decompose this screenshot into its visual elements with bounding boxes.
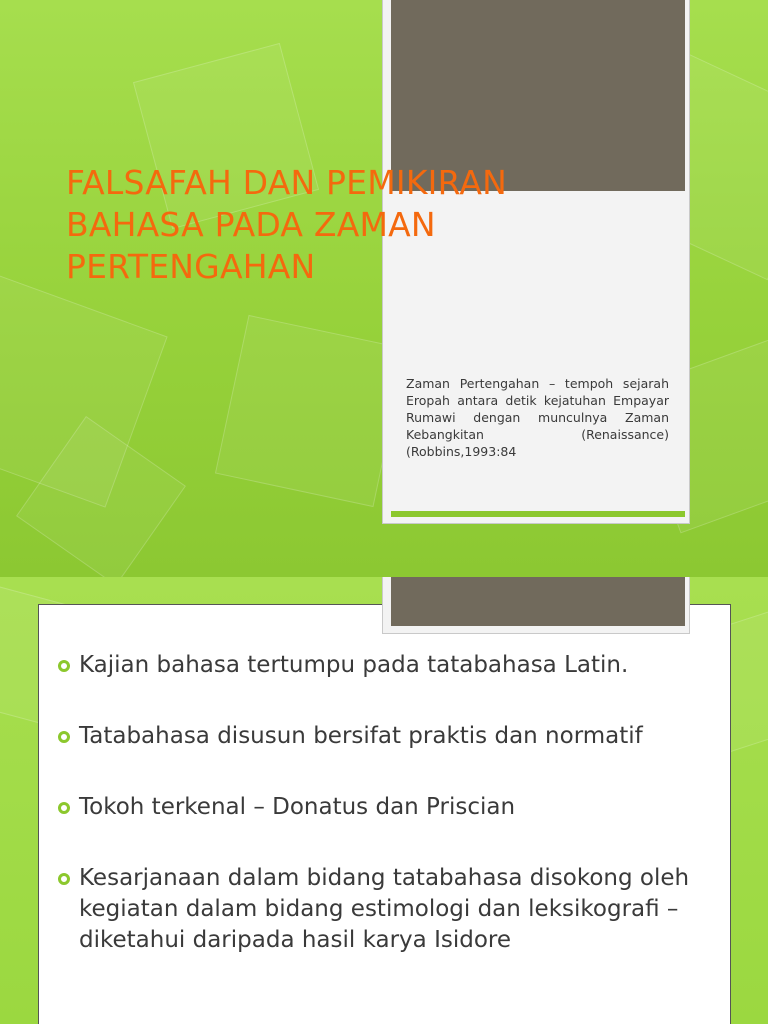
list-item bbox=[58, 792, 728, 823]
background-decoration bbox=[215, 315, 407, 507]
ring-bullet-icon bbox=[58, 873, 70, 885]
ring-bullet-icon bbox=[58, 802, 70, 814]
bullet-list bbox=[58, 650, 728, 956]
list-item bbox=[58, 721, 728, 752]
bullet-text: Kesarjanaan dalam bidang tatabahasa disokong oleh kegiatan dalam bidang estimologi dan leksikografi –diketahui daripada hasil karya Isidore bbox=[79, 865, 690, 953]
slide-title: FALSAFAH DAN PEMIKIRAN BAHASA PADA ZAMAN PERTENGAHAN bbox=[66, 163, 508, 286]
ring-bullet-icon bbox=[58, 660, 70, 672]
accent-bar bbox=[391, 511, 685, 517]
list-item bbox=[58, 863, 728, 956]
content-slide bbox=[0, 577, 768, 1024]
ring-bullet-icon bbox=[58, 731, 70, 743]
list-item bbox=[58, 650, 728, 681]
bullet-text: Tokoh terkenal – Donatus dan Priscian bbox=[79, 794, 516, 820]
panel-dark-block bbox=[391, 577, 685, 626]
bullet-text: Kajian bahasa tertumpu pada tatabahasa Latin. bbox=[79, 652, 629, 678]
slide-subtitle: Zaman Pertengahan – tempoh sejarah Eropah antara detik kejatuhan Empayar Rumawi dengan munculnya Zaman Kebangkitan (Renaissance) (Robbins,1993:84 bbox=[406, 376, 669, 459]
bullet-text: Tatabahasa disusun bersifat praktis dan normatif bbox=[79, 723, 643, 749]
side-panel bbox=[382, 577, 690, 634]
